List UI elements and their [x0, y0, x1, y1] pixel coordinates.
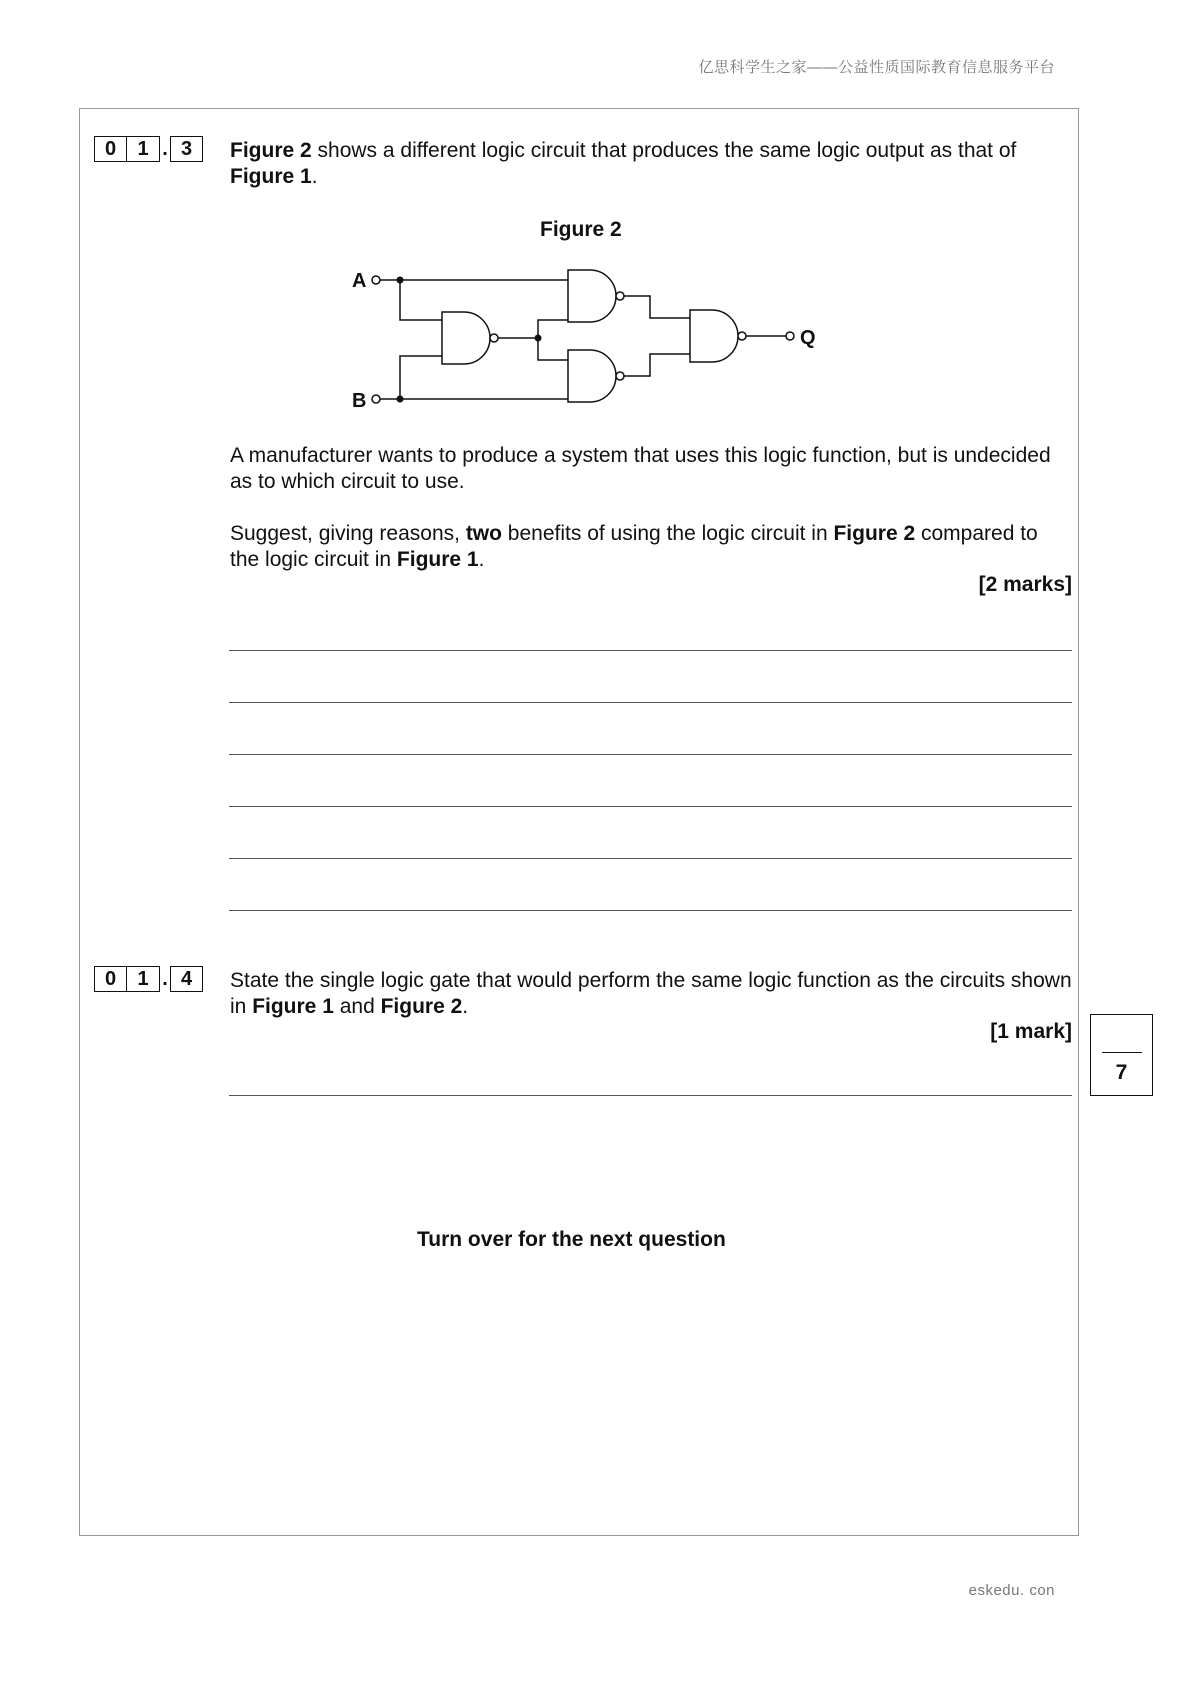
input-b-label: B	[352, 390, 367, 412]
score-total: 7	[1115, 1061, 1128, 1084]
q013-paragraph-3	[230, 521, 1072, 573]
nand-gate-4	[690, 310, 738, 362]
answer-line[interactable]	[229, 754, 1072, 755]
figure-2-ref: Figure 2	[833, 522, 916, 545]
score-box	[1090, 1014, 1153, 1096]
question-dot: .	[162, 137, 168, 160]
question-number-014	[94, 966, 203, 992]
figure-1-ref: Figure 1	[230, 165, 312, 188]
q014-text-start: State the single logic gate that would perform the same logic function as the circuits shown in	[230, 969, 1072, 1018]
nand-gate-2	[568, 270, 616, 322]
q013-marks: [2 marks]	[978, 573, 1072, 596]
q013-p3-end: .	[478, 548, 485, 571]
input-b-terminal	[372, 395, 380, 403]
page-header: 亿思科学生之家——公益性质国际教育信息服务平台	[698, 59, 1055, 76]
q013-intro	[230, 138, 1072, 190]
figure-2-ref: Figure 2	[380, 995, 463, 1018]
emphasis-two: two	[465, 522, 502, 545]
q013-p3-mid: benefits of using the logic circuit in	[501, 522, 834, 545]
answer-line[interactable]	[229, 806, 1072, 807]
answer-line[interactable]	[229, 1095, 1072, 1096]
question-dot: .	[162, 967, 168, 990]
q013-paragraph-2: A manufacturer wants to produce a system that uses this logic function, but is undecided as to which circuit to use.	[230, 444, 1051, 493]
answer-line[interactable]	[229, 650, 1072, 651]
nand-gate-1	[442, 312, 490, 364]
question-digit: 0	[94, 136, 127, 162]
input-a-label: A	[352, 270, 367, 292]
answer-line[interactable]	[229, 702, 1072, 703]
answer-line[interactable]	[229, 910, 1072, 911]
q013-intro-end: .	[311, 165, 318, 188]
output-q-terminal	[786, 332, 794, 340]
page-footer: eskedu. con	[968, 1582, 1055, 1599]
answer-line[interactable]	[229, 858, 1072, 859]
question-digit: 1	[127, 966, 160, 992]
q013-p3-mid2: compared to the logic circuit in	[230, 522, 1038, 571]
q014-marks: [1 mark]	[990, 1020, 1072, 1043]
question-digit: 4	[170, 966, 203, 992]
turn-over-note: Turn over for the next question	[417, 1228, 726, 1251]
output-q-label: Q	[800, 327, 816, 349]
score-dash	[1102, 1052, 1142, 1053]
q014-text-end: .	[462, 995, 469, 1018]
figure-1-ref: Figure 1	[396, 548, 479, 571]
figure-1-ref: Figure 1	[252, 995, 334, 1018]
logic-circuit-diagram	[340, 258, 840, 418]
nand-gate-3	[568, 350, 616, 402]
question-digit: 0	[94, 966, 127, 992]
question-digit: 1	[127, 136, 160, 162]
question-digit: 3	[170, 136, 203, 162]
q013-intro-text: shows a different logic circuit that produces the same logic output as that of	[311, 139, 1017, 162]
input-a-terminal	[372, 276, 380, 284]
figure-title: Figure 2	[540, 218, 622, 241]
q014-text	[230, 968, 1072, 1020]
question-number-013	[94, 136, 203, 162]
q014-text-and: and	[333, 995, 381, 1018]
q013-p3-start: Suggest, giving reasons,	[230, 522, 466, 545]
figure-2-ref: Figure 2	[230, 139, 312, 162]
